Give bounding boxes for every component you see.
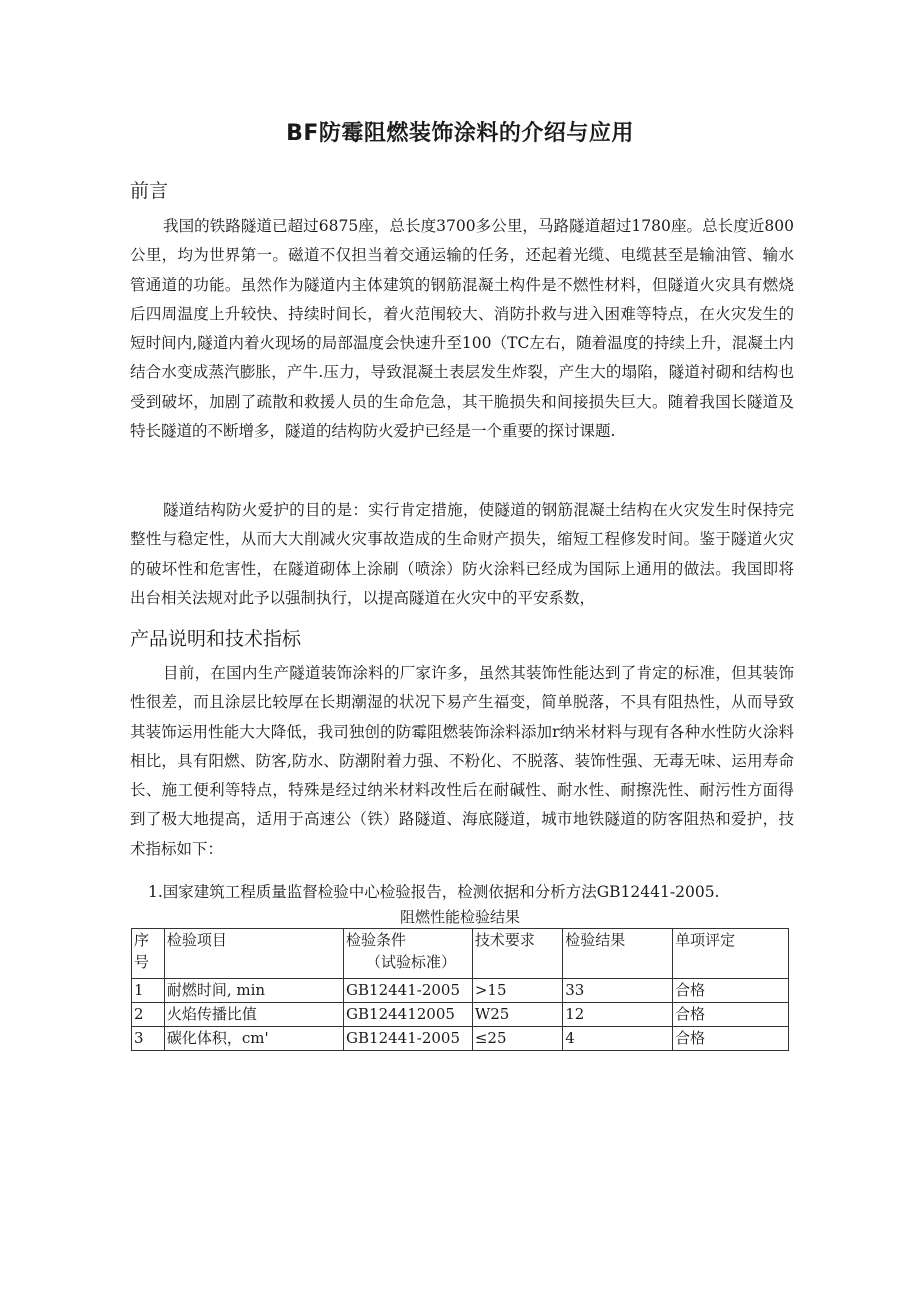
table-row [132,1027,789,1051]
table-row [132,1003,789,1027]
header-condition-sub: （试验标准） [366,953,457,971]
cell-requirement: >15 [472,979,562,1003]
header-item: 检验项目 [164,929,343,979]
header-condition-label: 检验条件 [346,931,407,949]
cell-result: 33 [563,979,673,1003]
cell-result: 12 [563,1003,673,1027]
cell-no: 2 [132,1003,165,1027]
document-title: BF防霉阻燃装饰涂料的介绍与应用 [286,121,634,146]
cell-requirement: W25 [472,1003,562,1027]
table-caption: 阻燃性能检验结果 [399,908,520,926]
table-header-row [132,929,789,979]
cell-item: 碳化体积，cm' [164,1027,343,1051]
cell-condition: GB124412005 [344,1003,473,1027]
header-result: 检验结果 [563,929,673,979]
section-heading-preface: 前言 [130,180,169,202]
cell-condition: GB12441-2005 [344,979,473,1003]
table-row [132,979,789,1003]
cell-result: 4 [563,1027,673,1051]
results-table [131,928,789,1051]
cell-item: 火焰传播比值 [164,1003,343,1027]
cell-evaluation: 合格 [673,1027,789,1051]
section-heading-product: 产品说明和技术指标 [130,628,302,650]
cell-condition: GB12441-2005 [344,1027,473,1051]
header-evaluation: 单项评定 [673,929,789,979]
paragraph: 我国的铁路隧道已超过6875座，总长度3700多公里，马路隧道超过1780座。总长度近800公里，均为世界第一。磁道不仅担当着交通运输的任务，还起着光缆、电缆甚至是输油管、输水管通道的功能。虽然作为隧道内主体建筑的钢筋混凝土构件是不燃性材料，但隧道火灾具有燃烧后四周温度上升较快、持续时间长，着火范闱较大、消防扑救与进入困难等特点，在火灾发生的短时间内,隧道内着火现场的局部温度会快速升至100（TC左右，随着温度的持续上升，混凝土内结合水变成蒸汽膨胀，产牛.压力，导致混凝土表层发生炸裂，产生大的塌陷，隧道衬砌和结构也受到破坏，加剧了疏散和救援人员的生命危急，其干脆损失和间接损失巨大。随着我国长隧道及特长隧道的不断增多，隧道的结构防火爱护已经是一个重要的探讨课题. [130,217,794,441]
header-no: 序号 [132,929,165,979]
cell-evaluation: 合格 [673,1003,789,1027]
numbered-item: 1.国家建筑工程质量监督检验中心检验报告，检测依据和分析方法GB12441-2005. [148,883,720,901]
paragraph: 隧道结构防火爱护的目的是：实行肯定措施，使隧道的钢筋混凝土结构在火灾发生时保持完整性与稳定性，从而大大削减火灾事故造成的生命财产损失，缩短工程修发时间。鉴于隧道火灾的破坏性和危害性，在隧道砌体上涂刷（喷涂）防火涂料已经成为国际上通用的做法。我国即将出台相关法规对此予以强制执行，以提高隧道在火灾中的平安系数， [130,501,794,607]
cell-item: 耐燃时间, min [164,979,343,1003]
cell-requirement: ≤25 [472,1027,562,1051]
header-requirement: 技术要求 [472,929,562,979]
paragraph: 目前，在国内生产隧道装饰涂料的厂家许多，虽然其装饰性能达到了肯定的标准，但其装饰性很差，而且涂层比较厚在长期潮湿的状况下易产生福变，简单脱落，不具有阻热性，从而导致其装饰运用性能大大降低，我司独创的防霉阻燃装饰涂料添加r纳米材料与现有各种水性防火涂料相比，具有阳燃、防客,防水、防潮附着力强、不粉化、不脱落、装饰性强、无毒无味、运用寿命长、施工便利等特点，特殊是经过纳米材料改性后在耐碱性、耐水性、耐擦洗性、耐污性方面得到了极大地提高，适用于高速公（铁）路隧道、海底隧道，城市地铁隧道的防客阻热和爱护，技术指标如下： [130,664,794,858]
cell-no: 1 [132,979,165,1003]
header-condition [344,929,473,979]
cell-no: 3 [132,1027,165,1051]
cell-evaluation: 合格 [673,979,789,1003]
